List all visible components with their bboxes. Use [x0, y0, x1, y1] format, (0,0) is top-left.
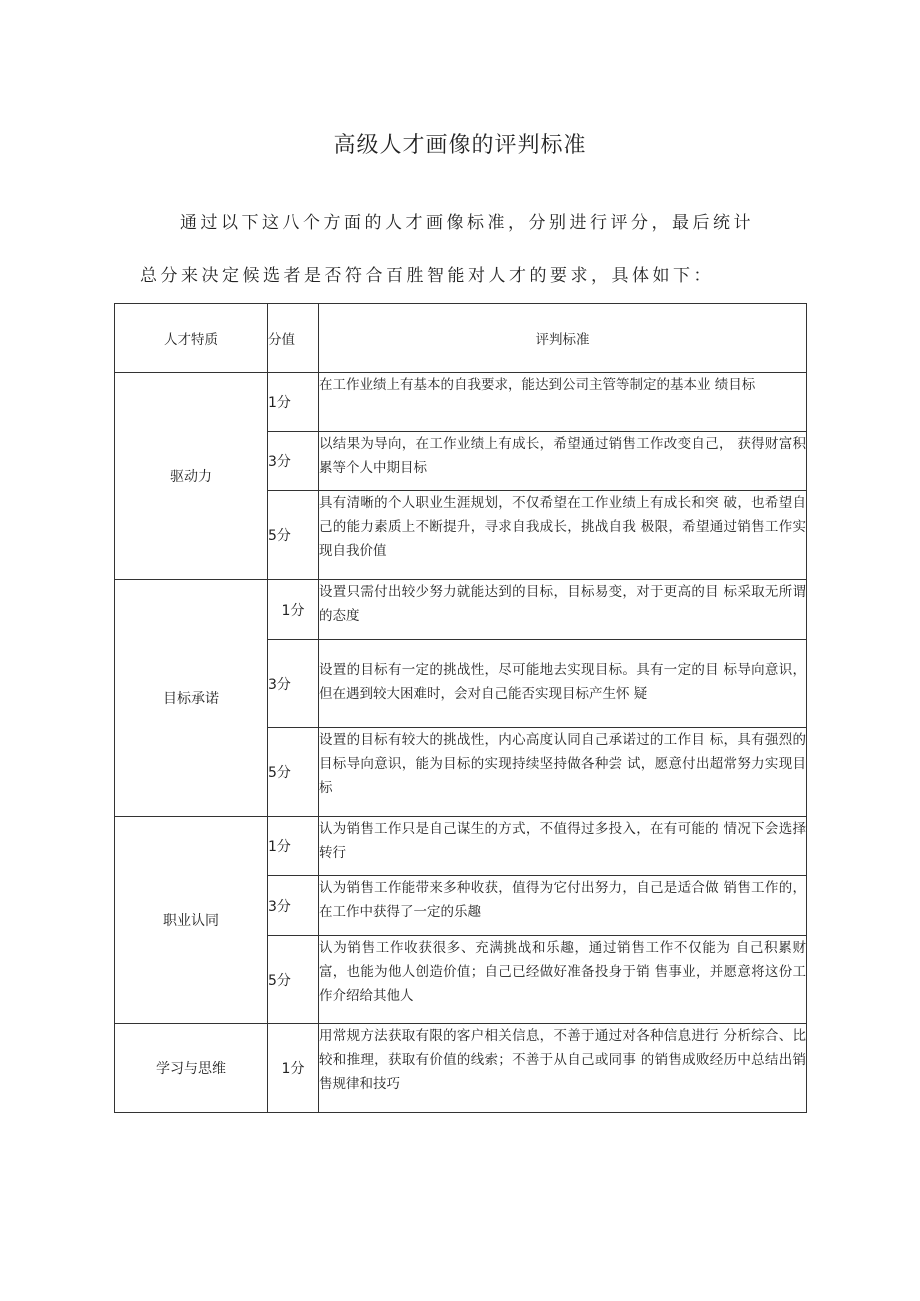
header-trait: 人才特质 — [115, 304, 268, 373]
criteria-cell: 具有清晰的个人职业生涯规划，不仅希望在工作业绩上有成长和突 破，也希望自己的能力素质上不断提升，寻求自我成长，挑战自我 极限，希望通过销售工作实现自我价值 — [319, 491, 807, 580]
table-row — [115, 373, 807, 432]
criteria-cell: 在工作业绩上有基本的自我要求，能达到公司主管等制定的基本业 绩目标 — [319, 373, 807, 432]
trait-cell: 学习与思维 — [115, 1024, 268, 1113]
score-cell: 3分 — [268, 640, 319, 728]
score-cell: 3分 — [268, 876, 319, 936]
criteria-cell: 认为销售工作收获很多、充满挑战和乐趣，通过销售工作不仅能为 自己积累财富，也能为他人创造价值；自己已经做好准备投身于销 售事业，并愿意将这份工作介绍给其他人 — [319, 936, 807, 1024]
criteria-cell: 设置只需付出较少努力就能达到的目标，目标易变，对于更高的目 标采取无所谓的态度 — [319, 580, 807, 640]
criteria-cell: 设置的目标有一定的挑战性，尽可能地去实现目标。具有一定的目 标导向意识，但在遇到较大困难时，会对自己能否实现目标产生怀 疑 — [319, 640, 807, 728]
page-title: 高级人才画像的评判标准 — [333, 133, 587, 158]
criteria-cell: 以结果为导向，在工作业绩上有成长，希望通过销售工作改变自己， 获得财富积累等个人中期目标 — [319, 432, 807, 491]
intro-line-2: 总分来决定候选者是否符合百胜智能对人才的要求，具体如下： — [140, 266, 714, 286]
trait-cell: 职业认同 — [115, 817, 268, 1024]
trait-cell: 目标承诺 — [115, 580, 268, 817]
table-row — [115, 817, 807, 876]
trait-cell: 驱动力 — [115, 373, 268, 580]
score-cell: 1分 — [268, 1024, 319, 1113]
score-cell: 3分 — [268, 432, 319, 491]
score-cell: 5分 — [268, 491, 319, 580]
table-row — [115, 1024, 807, 1113]
criteria-table — [114, 303, 807, 1113]
header-criteria: 评判标准 — [319, 304, 807, 373]
table-header-row — [115, 304, 807, 373]
header-score: 分值 — [268, 304, 319, 373]
criteria-cell: 认为销售工作能带来多种收获，值得为它付出努力，自己是适合做 销售工作的，在工作中获得了一定的乐趣 — [319, 876, 807, 936]
score-cell: 5分 — [268, 728, 319, 817]
score-cell: 1分 — [268, 373, 319, 432]
table-row — [115, 580, 807, 640]
intro-line-1: 通过以下这八个方面的人才画像标准，分别进行评分，最后统计 — [180, 213, 754, 233]
criteria-cell: 设置的目标有较大的挑战性，内心高度认同自己承诺过的工作目 标，具有强烈的目标导向意识，能为目标的实现持续坚持做各种尝 试，愿意付出超常努力实现目标 — [319, 728, 807, 817]
criteria-cell: 认为销售工作只是自己谋生的方式，不值得过多投入，在有可能的 情况下会选择转行 — [319, 817, 807, 876]
score-cell: 5分 — [268, 936, 319, 1024]
criteria-cell: 用常规方法获取有限的客户相关信息，不善于通过对各种信息进行 分析综合、比较和推理，获取有价值的线索；不善于从自己或同事 的销售成败经历中总结出销售规律和技巧 — [319, 1024, 807, 1113]
score-cell: 1分 — [268, 817, 319, 876]
score-cell: 1分 — [268, 580, 319, 640]
